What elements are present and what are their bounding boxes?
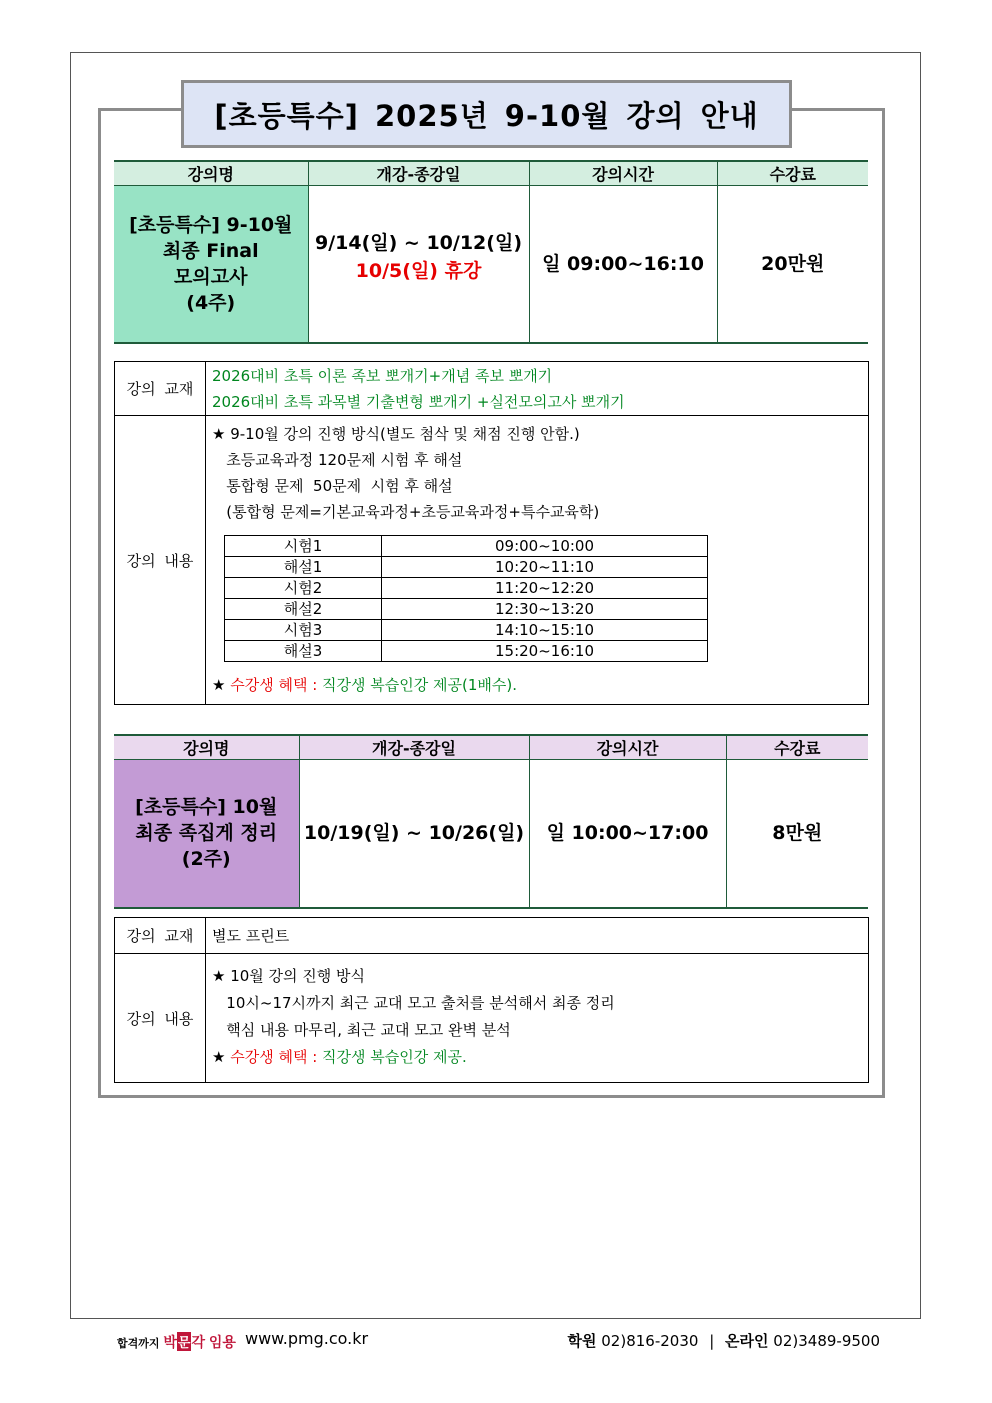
star-icon: ★: [212, 1048, 231, 1066]
schedule-time: 12:30~13:20: [382, 599, 708, 620]
schedule-time: 15:20~16:10: [382, 641, 708, 662]
course1-holiday: 10/5(일) 휴강: [355, 259, 482, 282]
course2-name-line: (2주): [181, 848, 231, 871]
content-line: ★ 9-10월 강의 진행 방식(별도 첨삭 및 채점 진행 안함.): [212, 425, 580, 443]
book-line: 2026대비 초특 이론 족보 뽀개기+개념 족보 뽀개기: [212, 367, 553, 385]
course2-dates: 10/19(일) ~ 10/26(일): [299, 760, 529, 908]
course1-content-label: 강의 내용: [115, 416, 206, 705]
logo-brand-a: 박: [163, 1335, 177, 1351]
book-line: 2026대비 초특 과목별 기출변형 뽀개기 +실전모의고사 뽀개기: [212, 393, 625, 411]
content-line: (통합형 문제=기본교육과정+초등교육과정+특수교육학): [212, 503, 600, 521]
brand-logo: [117, 1332, 236, 1352]
course1-books: [206, 362, 869, 416]
benefit-text: 직강생 복습인강 제공(1배수).: [322, 676, 517, 694]
academy-label: 학원: [567, 1332, 597, 1350]
page-title: [초등특수] 2025년 9-10월 강의 안내: [181, 80, 792, 148]
schedule-time: 14:10~15:10: [382, 620, 708, 641]
logo-brand-c: 각: [191, 1335, 205, 1351]
course1-dates-cell: [308, 186, 529, 343]
schedule-time: 09:00~10:00: [382, 536, 708, 557]
course2-content: [206, 954, 869, 1083]
logo-small-text: 합격까지: [117, 1337, 160, 1350]
header-course-name: 강의명: [114, 161, 308, 186]
book-line: 별도 프린트: [212, 927, 290, 945]
benefit-label: 수강생 혜택 :: [230, 676, 323, 694]
table-row: [225, 557, 708, 578]
course2-book-label: 강의 교재: [115, 918, 206, 954]
content-line: 통합형 문제 50문제 시험 후 해설: [212, 477, 453, 495]
course1-benefit: [212, 672, 868, 698]
schedule-time: 10:20~11:10: [382, 557, 708, 578]
course1-dates: 9/14(일) ~ 10/12(일): [314, 231, 522, 254]
academy-phone: 02)816-2030: [601, 1332, 699, 1350]
benefit-label: 수강생 혜택 :: [230, 1048, 323, 1066]
course2-content-label: 강의 내용: [115, 954, 206, 1083]
course1-fee: 20만원: [717, 186, 868, 343]
header-dates: 개강-종강일: [308, 161, 529, 186]
content-line: ★ 10월 강의 진행 방식: [212, 967, 366, 985]
contact-info: [567, 1330, 880, 1351]
content-line: 10시~17시까지 최근 교대 모고 출처를 분석해서 최종 정리: [212, 994, 615, 1012]
schedule-time: 11:20~12:20: [382, 578, 708, 599]
schedule-item: 해설1: [225, 557, 382, 578]
course2-name-line: 최종 족집게 정리: [135, 822, 278, 845]
logo-brand-b: 문: [177, 1332, 192, 1351]
course1-content: [206, 416, 869, 705]
schedule-item: 해설3: [225, 641, 382, 662]
header-time: 강의시간: [529, 735, 726, 760]
course1-table: [114, 160, 868, 344]
course2-table: [114, 734, 868, 909]
table-row: [225, 620, 708, 641]
table-row: [225, 599, 708, 620]
course1-time: 일 09:00~16:10: [529, 186, 717, 343]
header-fee: 수강료: [726, 735, 868, 760]
course2-time: 일 10:00~17:00: [529, 760, 726, 908]
schedule-item: 시험3: [225, 620, 382, 641]
table-row: [225, 641, 708, 662]
course1-name-line: [초등특수] 9-10월: [129, 213, 293, 236]
schedule-item: 시험2: [225, 578, 382, 599]
course2-book: [206, 918, 869, 954]
course2-name: [114, 760, 299, 908]
course2-benefit: [212, 1044, 868, 1071]
course1-detail-table: [114, 361, 869, 705]
content-line: 초등교육과정 120문제 시험 후 해설: [212, 451, 463, 469]
header-course-name: 강의명: [114, 735, 299, 760]
header-dates: 개강-종강일: [299, 735, 529, 760]
benefit-text: 직강생 복습인강 제공.: [322, 1048, 467, 1066]
schedule-item: 시험1: [225, 536, 382, 557]
separator: |: [709, 1332, 715, 1350]
header-fee: 수강료: [717, 161, 868, 186]
website-url[interactable]: www.pmg.co.kr: [245, 1329, 369, 1348]
table-row: [225, 578, 708, 599]
table-row: [225, 536, 708, 557]
course1-name-line: (4주): [186, 291, 236, 314]
online-phone: 02)3489-9500: [773, 1332, 880, 1350]
course1-name-line: 모의고사: [174, 265, 248, 288]
content-line: 핵심 내용 마무리, 최근 교대 모고 완벽 분석: [212, 1021, 511, 1039]
course2-fee: 8만원: [726, 760, 868, 908]
logo-suffix: 임용: [208, 1335, 236, 1351]
online-label: 온라인: [725, 1332, 769, 1350]
course1-book-label: 강의 교재: [115, 362, 206, 416]
header-time: 강의시간: [529, 161, 717, 186]
course2-name-line: [초등특수] 10월: [135, 796, 278, 819]
course2-detail-table: [114, 917, 869, 1083]
star-icon: ★: [212, 676, 231, 694]
course1-name-line: 최종 Final: [162, 239, 259, 262]
exam-schedule-table: [224, 535, 708, 662]
schedule-item: 해설2: [225, 599, 382, 620]
course1-name: [114, 186, 308, 343]
